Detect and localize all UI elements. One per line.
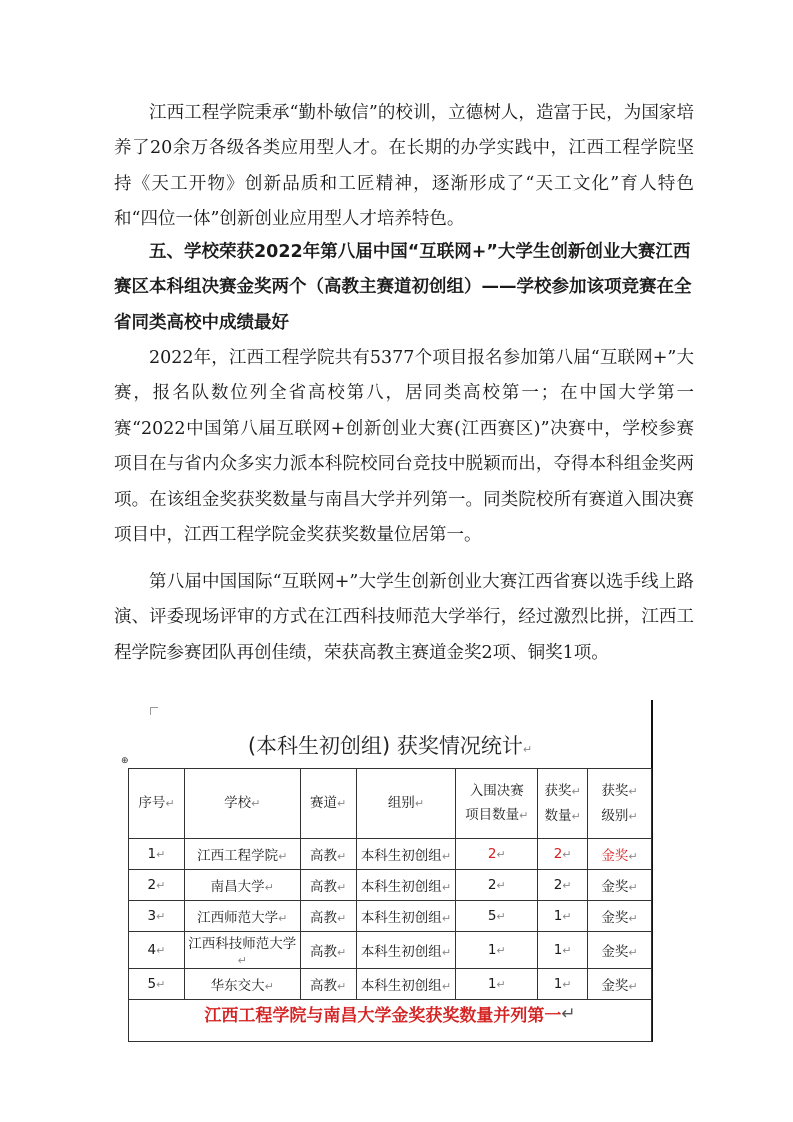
header-level: 获奖↵ 级别↵ [588,769,652,839]
cell-awards: 2↵ [538,870,588,901]
cell-track: 高教↵ [300,839,356,870]
header-finalists: 入围决赛 项目数量↵ [456,769,538,839]
paragraph-school-motto: 江西工程学院秉承“勤朴敏信”的校训，立德树人，造富于民，为国家培养了20余万各级各类应用型人才。在长期的办学实践中，江西工程学院坚持《天工开物》创新品质和工匠精神，逐渐形成了“天工文化”育人特色和“四位一体”创新创业应用型人才培养特色。 [114,103,694,230]
cell-finalists: 5↵ [456,901,538,932]
cell-school: 江西科技师范大学↵ [184,932,300,969]
cell-level: 金奖↵ [588,969,652,1000]
cell-index: 2↵ [129,870,185,901]
header-school: 学校↵ [184,769,300,839]
cell-awards: 1↵ [538,901,588,932]
cell-group: 本科生初创组↵ [356,839,456,870]
cell-finalists: 2↵ [456,870,538,901]
table-row [129,839,652,870]
cell-awards: 1↵ [538,969,588,1000]
cell-finalists: 1↵ [456,969,538,1000]
cell-level: 金奖↵ [588,932,652,969]
cell-track: 高教↵ [300,969,356,1000]
cell-group: 本科生初创组↵ [356,870,456,901]
award-statistics-table [128,768,652,1000]
anchor-icon: ⊕ [121,756,129,766]
cell-level: 金奖↵ [588,839,652,870]
table-row [129,901,652,932]
cell-group: 本科生初创组↵ [356,901,456,932]
cell-level: 金奖↵ [588,901,652,932]
competition-paragraph [114,341,694,553]
cell-school: 江西工程学院↵ [184,839,300,870]
cell-index: 4↵ [129,932,185,969]
cell-school: 江西师范大学↵ [184,901,300,932]
paragraph-2022-results: 2022年，江西工程学院共有5377个项目报名参加第八届“互联网+”大赛，报名队数位列全省高校第八，居同类高校第一；在中国大学第一赛“2022中国第八届互联网+创新创业大赛(江西赛区)”决赛中，学校参赛项目在与省内众多实力派本科院校同台竞技中脱颖而出，夺得本科组金奖两项。在该组金奖获奖数量与南昌大学并列第一。同类院校所有赛道入围决赛项目中，江西工程学院金奖获奖数量位居第一。 [114,348,694,546]
cell-track: 高教↵ [300,932,356,969]
table-footer-summary: 江西工程学院与南昌大学金奖获奖数量并列第一 ↵ [128,986,652,1042]
table-row [129,870,652,901]
image-corner-mark [150,707,158,715]
award-table-body [129,839,652,1000]
provincial-paragraph [114,565,694,671]
section-heading-5: 五、学校荣获2022年第八届中国“互联网+”大学生创新创业大赛江西赛区本科组决赛金奖两个（高教主赛道初创组）——学校参加该项竞赛在全省同类高校中成绩最好 [114,242,692,333]
cell-index: 1↵ [129,839,185,870]
header-index: 序号↵ [129,769,185,839]
cell-awards: 1↵ [538,932,588,969]
return-mark-icon: ↵ [561,1003,576,1024]
header-awards: 获奖↵ 数量↵ [538,769,588,839]
table-row [129,932,652,969]
table-header-row [129,769,652,839]
cell-finalists: 1↵ [456,932,538,969]
cell-index: 3↵ [129,901,185,932]
cell-group: 本科生初创组↵ [356,969,456,1000]
cell-track: 高教↵ [300,901,356,932]
cell-school: 南昌大学↵ [184,870,300,901]
cell-track: 高教↵ [300,870,356,901]
cell-group: 本科生初创组↵ [356,932,456,969]
intro-paragraph [114,96,694,238]
cell-index: 5↵ [129,969,185,1000]
return-mark-icon: ↵ [522,743,533,756]
award-table-image [128,720,652,1042]
cell-level: 金奖↵ [588,870,652,901]
cell-finalists: 2↵ [456,839,538,870]
header-group: 组别↵ [356,769,456,839]
cell-awards: 2↵ [538,839,588,870]
table-title: (本科生初创组) 获奖情况统计↵ [247,734,533,758]
header-track: 赛道↵ [300,769,356,839]
cell-school: 华东交大↵ [184,969,300,1000]
paragraph-provincial-contest: 第八届中国国际“互联网+”大学生创新创业大赛江西省赛以选手线上路演、评委现场评审的方式在江西科技师范大学举行，经过激烈比拼，江西工程学院参赛团队再创佳绩，荣获高教主赛道金奖2项、铜奖1项。 [114,572,694,663]
